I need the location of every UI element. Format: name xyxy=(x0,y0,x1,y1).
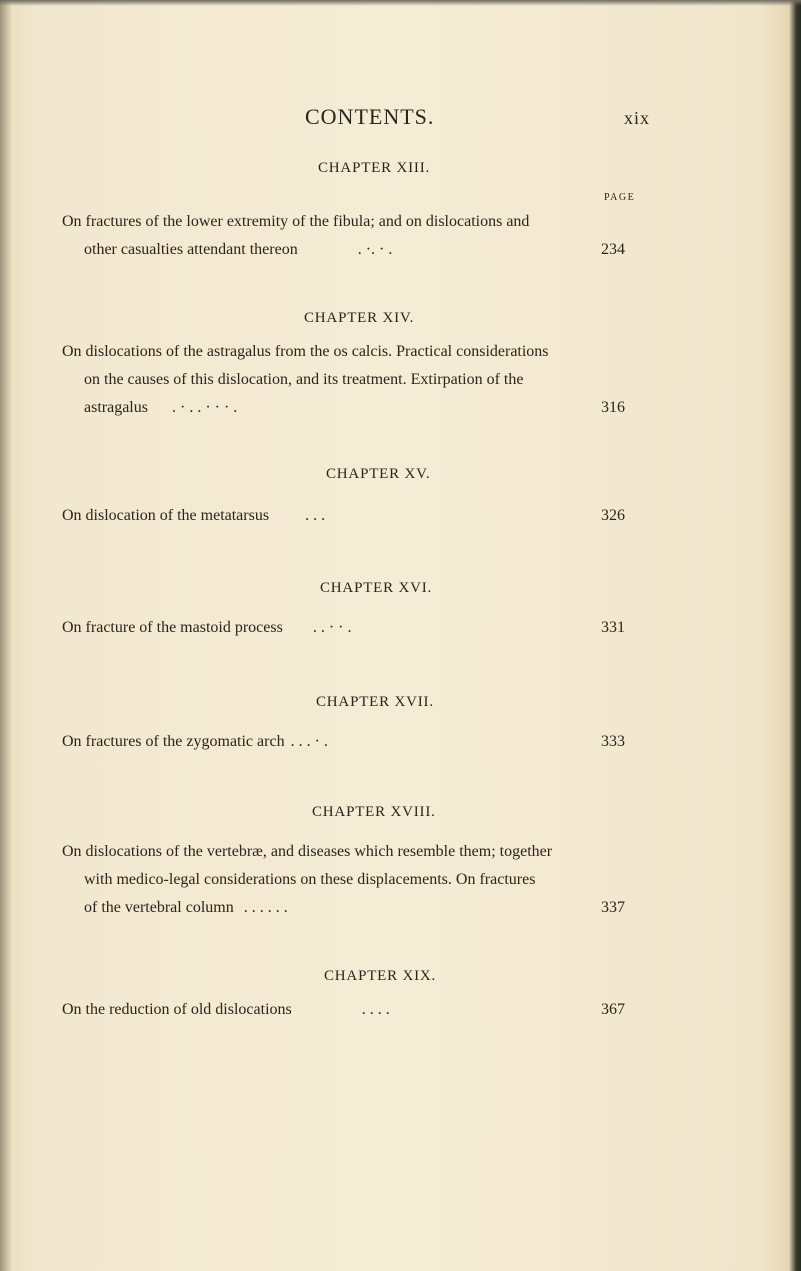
entry-line-text: On fracture of the mastoid process xyxy=(62,619,283,636)
dot-leader: . . . . . . xyxy=(243,899,288,916)
chapter-heading: CHAPTER XVIII. xyxy=(312,804,436,820)
toc-entry xyxy=(62,838,552,922)
entry-line-text: On fractures of the zygomatic arch xyxy=(62,733,285,750)
toc-entry xyxy=(62,996,390,1024)
right-book-edge xyxy=(789,0,801,1271)
entry-line xyxy=(62,394,549,422)
chapter-heading: CHAPTER XIV. xyxy=(304,310,415,326)
dot-leader: . . . . xyxy=(361,1001,390,1018)
entry-line xyxy=(62,614,351,642)
toc-entry xyxy=(62,208,529,264)
page-number: 337 xyxy=(601,899,625,916)
entry-line: On dislocations of the vertebræ, and diseases which resemble them; together xyxy=(62,843,553,860)
entry-line: On fractures of the lower extremity of the fibula; and on dislocations and xyxy=(62,213,530,230)
page-number: 326 xyxy=(601,507,625,524)
entry-line: On dislocations of the astragalus from the os calcis. Practical considerations xyxy=(62,343,549,360)
dot-leader: . ·. · . xyxy=(357,241,393,258)
running-head-page-number: xix xyxy=(624,108,651,128)
left-page-edge xyxy=(0,0,12,1271)
page-number: 234 xyxy=(601,241,625,258)
toc-entry xyxy=(62,338,549,422)
running-head-title: CONTENTS. xyxy=(305,104,435,129)
entry-line xyxy=(62,728,328,756)
page-number: 333 xyxy=(601,733,625,750)
dot-leader: . . · · . xyxy=(312,619,352,636)
entry-line-text: On dislocation of the metatarsus xyxy=(62,507,270,524)
dot-leader: . · . . · · · . xyxy=(171,399,238,416)
page-number: 367 xyxy=(601,1001,625,1018)
toc-entry xyxy=(62,502,325,530)
toc-entry xyxy=(62,728,328,756)
entry-line-text: of the vertebral column xyxy=(84,899,234,916)
chapter-heading: CHAPTER XV. xyxy=(326,466,431,482)
chapter-heading: CHAPTER XVII. xyxy=(316,694,434,710)
entry-line xyxy=(62,502,325,530)
chapter-heading: CHAPTER XVI. xyxy=(320,580,433,596)
entry-line-text: On the reduction of old dislocations xyxy=(62,1001,292,1018)
entry-line xyxy=(62,894,552,922)
chapter-heading: CHAPTER XIII. xyxy=(318,160,431,176)
toc-entry xyxy=(62,614,351,642)
chapter-heading: CHAPTER XIX. xyxy=(324,968,437,984)
entry-line xyxy=(62,236,529,264)
entry-line: with medico-legal considerations on these displacements. On fractures xyxy=(84,871,536,888)
page-column-label: PAGE xyxy=(604,192,636,203)
entry-line xyxy=(62,996,390,1024)
entry-line-text: astragalus xyxy=(84,399,148,416)
page-number: 331 xyxy=(601,619,625,636)
dot-leader: . . . xyxy=(305,507,326,524)
entry-line: on the causes of this dislocation, and its treatment. Extirpation of the xyxy=(84,371,524,388)
page-number: 316 xyxy=(601,399,625,416)
dot-leader: . . . · . xyxy=(290,733,328,750)
entry-line-text: other casualties attendant thereon xyxy=(84,241,298,258)
top-page-edge xyxy=(0,0,801,6)
